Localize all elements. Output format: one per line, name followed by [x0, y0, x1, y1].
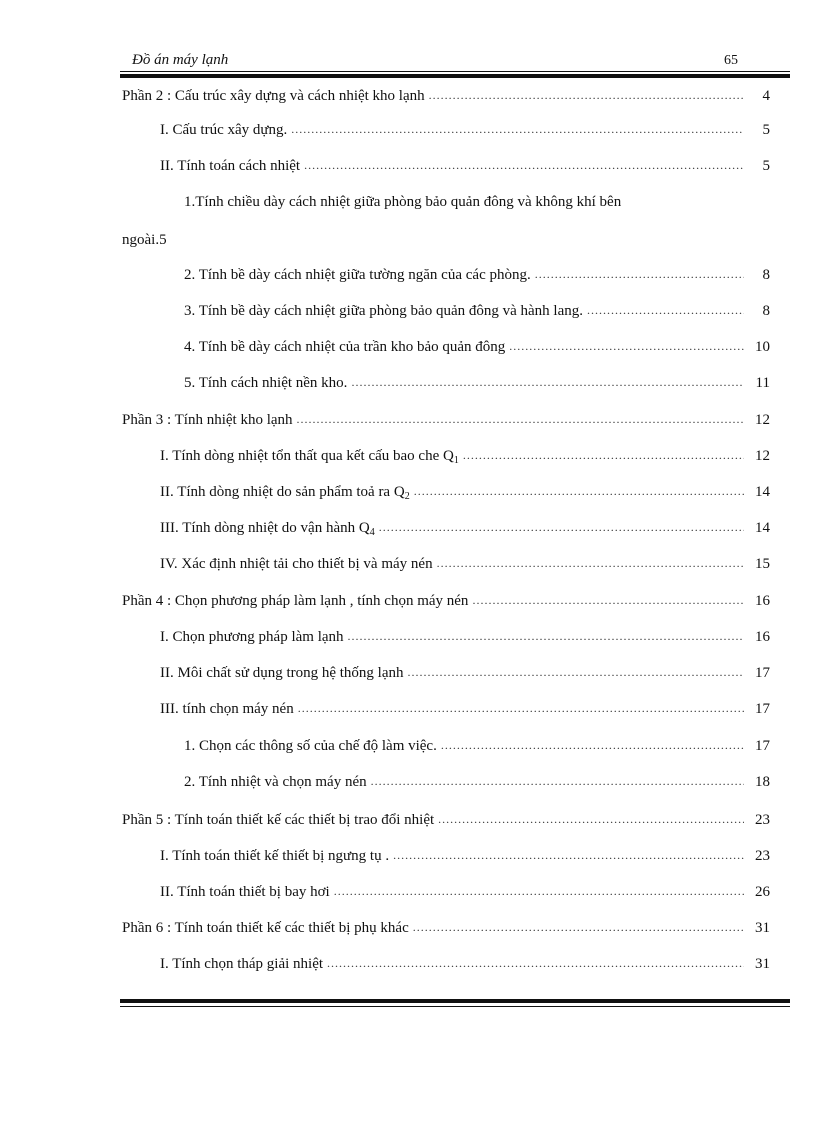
toc-entry-label: 2. Tính bề dày cách nhiệt giữa tường ngăn của các phòng. — [184, 267, 531, 283]
toc-entry-page: 14 — [755, 520, 770, 536]
toc-leader — [509, 339, 744, 354]
toc-entry-4-i — [160, 629, 770, 651]
toc-entry-label: Phần 2 : Cấu trúc xây dựng và cách nhiệt kho lạnh — [122, 88, 425, 104]
toc-entry-label-text: II. Tính dòng nhiệt do sản phẩm toả ra Q — [160, 484, 405, 500]
toc-entry-page: 17 — [755, 665, 770, 681]
toc-entry-label: Phần 5 : Tính toán thiết kế các thiết bị trao đổi nhiệt — [122, 812, 435, 828]
toc-leader — [298, 701, 744, 716]
toc-leader — [291, 122, 744, 137]
toc-entry-page: 12 — [755, 448, 770, 464]
toc-entry-page: 16 — [755, 593, 770, 609]
toc-entry-5-ii — [160, 884, 770, 906]
toc-entry-page: 11 — [755, 375, 770, 391]
toc-entry-5-i — [160, 848, 770, 870]
toc-entry-4-iii-2 — [184, 774, 770, 796]
toc-leader — [371, 774, 744, 789]
toc-entry-page: 5 — [762, 122, 770, 138]
toc-entry-label-text: I. Tính dòng nhiệt tổn thất qua kết cấu bao che Q — [160, 448, 454, 464]
toc-entry-label: 4. Tính bề dày cách nhiệt của trần kho bảo quản đông — [184, 339, 506, 355]
toc-entry-label — [160, 520, 375, 538]
toc-leader — [379, 520, 744, 535]
toc-entry-2-i — [160, 122, 770, 144]
toc-entry-page: 31 — [755, 920, 770, 936]
toc-leader — [408, 665, 744, 680]
header-rule-thick — [120, 74, 790, 78]
toc-entry-part-3 — [122, 412, 770, 434]
toc-entry-label-text: III. Tính dòng nhiệt do vận hành Q — [160, 520, 370, 536]
toc-entry-page: 8 — [762, 267, 770, 283]
toc-entry-part-5 — [122, 812, 770, 834]
toc-entry-label: II. Tính toán cách nhiệt — [160, 158, 301, 174]
toc-leader — [351, 375, 744, 390]
toc-entry-2-ii-4 — [184, 339, 770, 361]
toc-leader — [438, 812, 744, 827]
toc-entry-2-ii-3 — [184, 303, 770, 325]
toc-entry-page: 5 — [762, 158, 770, 174]
toc-entry-page: 12 — [755, 412, 770, 428]
toc-entry-label: 2. Tính nhiệt và chọn máy nén — [184, 774, 367, 790]
toc-leader — [441, 738, 744, 753]
toc-leader — [297, 412, 744, 427]
toc-entry-subscript: 2 — [404, 491, 410, 502]
toc-leader — [414, 484, 744, 499]
toc-leader — [348, 629, 744, 644]
toc-entry-page: 17 — [755, 701, 770, 717]
toc-entry-page: 23 — [755, 848, 770, 864]
toc-entry-4-iii-1 — [184, 738, 770, 760]
toc-entry-label: IV. Xác định nhiệt tải cho thiết bị và máy nén — [160, 556, 433, 572]
toc-entry-label: II. Tính toán thiết bị bay hơi — [160, 884, 330, 900]
toc-entry-3-i — [160, 448, 770, 470]
toc-entry-page: 18 — [755, 774, 770, 790]
toc-entry-6-i — [160, 956, 770, 978]
toc-entry-page: 26 — [755, 884, 770, 900]
toc-entry-label: 1. Chọn các thông số của chế độ làm việc. — [184, 738, 437, 754]
toc-entry-4-iii — [160, 701, 770, 723]
toc-entry-label: I. Cấu trúc xây dựng. — [160, 122, 288, 138]
toc-leader — [472, 593, 744, 608]
toc-entry-page: 15 — [755, 556, 770, 572]
toc-leader — [437, 556, 744, 571]
toc-entry-2-ii — [160, 158, 770, 180]
toc-entry-label: I. Chọn phương pháp làm lạnh — [160, 629, 344, 645]
header-page-number: 65 — [724, 53, 738, 68]
toc-entry-2-ii-1-line1: 1.Tính chiều dày cách nhiệt giữa phòng bảo quản đông và không khí bên — [184, 194, 622, 210]
footer-rule-thick — [120, 999, 790, 1003]
header-rule-thin — [120, 71, 790, 72]
toc-leader — [413, 920, 744, 935]
toc-entry-label: II. Môi chất sử dụng trong hệ thống lạnh — [160, 665, 404, 681]
toc-entry-page: 14 — [755, 484, 770, 500]
toc-entry-label — [160, 484, 410, 502]
toc-entry-subscript: 4 — [369, 527, 375, 538]
toc-entry-page: 16 — [755, 629, 770, 645]
toc-entry-label: I. Tính toán thiết kế thiết bị ngưng tụ . — [160, 848, 390, 864]
toc-entry-page: 10 — [755, 339, 770, 355]
toc-entry-label: 3. Tính bề dày cách nhiệt giữa phòng bảo quản đông và hành lang. — [184, 303, 584, 319]
toc-entry-label: 5. Tính cách nhiệt nền kho. — [184, 375, 348, 391]
toc-leader — [334, 884, 744, 899]
toc-entry-label — [160, 448, 459, 466]
toc-leader — [327, 956, 744, 971]
toc-entry-2-ii-5 — [184, 375, 770, 397]
toc-entry-page: 31 — [755, 956, 770, 972]
toc-entry-page: 17 — [755, 738, 770, 754]
footer-rule-thin — [120, 1006, 790, 1007]
toc-entry-2-ii-2 — [184, 267, 770, 289]
toc-entry-3-iv — [160, 556, 770, 578]
toc-entry-label: Phần 4 : Chọn phương pháp làm lạnh , tính chọn máy nén — [122, 593, 469, 609]
toc-entry-2-ii-1-line2: ngoài.5 — [122, 232, 167, 248]
toc-leader — [587, 303, 744, 318]
toc-leader — [393, 848, 744, 863]
toc-leader — [463, 448, 744, 463]
toc-entry-label: Phần 6 : Tính toán thiết kế các thiết bị phụ khác — [122, 920, 409, 936]
toc-entry-page: 23 — [755, 812, 770, 828]
toc-entry-3-iii — [160, 520, 770, 542]
toc-entry-subscript: 1 — [453, 455, 459, 466]
toc-leader — [429, 88, 744, 103]
toc-leader — [304, 158, 744, 173]
toc-entry-part-4 — [122, 593, 770, 615]
toc-entry-part-2 — [122, 88, 770, 110]
toc-entry-3-ii — [160, 484, 770, 506]
toc-entry-label: Phần 3 : Tính nhiệt kho lạnh — [122, 412, 293, 428]
header-title: Đồ án máy lạnh — [132, 52, 229, 68]
toc-entry-part-6 — [122, 920, 770, 942]
toc-entry-page: 8 — [762, 303, 770, 319]
toc-entry-page: 4 — [762, 88, 770, 104]
toc-entry-4-ii — [160, 665, 770, 687]
toc-leader — [535, 267, 744, 282]
toc-entry-label: I. Tính chọn tháp giải nhiệt — [160, 956, 324, 972]
toc-entry-label: III. tính chọn máy nén — [160, 701, 294, 717]
